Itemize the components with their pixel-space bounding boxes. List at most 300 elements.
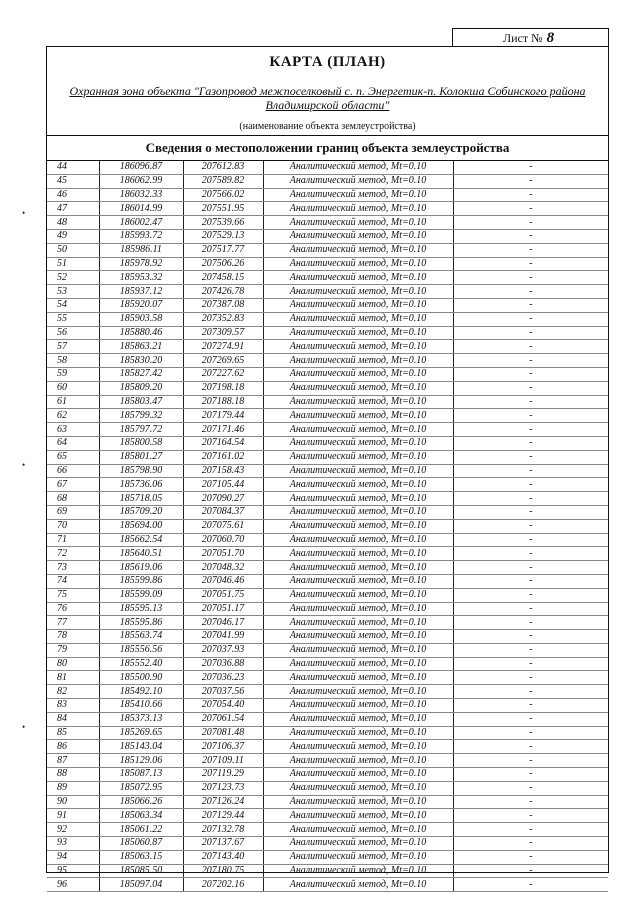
cell-point-number: 78 (47, 630, 99, 644)
cell-point-number: 95 (47, 864, 99, 878)
table-row (47, 561, 608, 575)
sheet-number: 8 (546, 30, 555, 46)
cell-point-number: 56 (47, 326, 99, 340)
cell-method: Аналитический метод, Mt=0.10 (263, 354, 453, 368)
cell-note: - (453, 809, 608, 823)
cell-method: Аналитический метод, Mt=0.10 (263, 630, 453, 644)
cell-coord-x: 185993.72 (99, 229, 183, 243)
document-header (47, 47, 608, 135)
cell-coord-y: 207426.78 (183, 285, 263, 299)
cell-point-number: 69 (47, 505, 99, 519)
cell-note: - (453, 229, 608, 243)
cell-coord-y: 207036.23 (183, 671, 263, 685)
cell-method: Аналитический метод, Mt=0.10 (263, 574, 453, 588)
cell-coord-x: 185556.56 (99, 643, 183, 657)
table-row (47, 395, 608, 409)
document-frame (46, 46, 609, 890)
cell-coord-x: 185143.04 (99, 740, 183, 754)
cell-point-number: 63 (47, 423, 99, 437)
cell-coord-y: 207539.66 (183, 216, 263, 230)
cell-coord-x: 185061.22 (99, 823, 183, 837)
table-row (47, 202, 608, 216)
cell-coord-x: 185920.07 (99, 298, 183, 312)
cell-coord-x: 185097.04 (99, 878, 183, 892)
cell-coord-y: 207269.65 (183, 354, 263, 368)
cell-note: - (453, 561, 608, 575)
cell-coord-y: 207046.46 (183, 574, 263, 588)
cell-note: - (453, 354, 608, 368)
cell-coord-y: 207551.95 (183, 202, 263, 216)
table-row (47, 216, 608, 230)
table-row (47, 450, 608, 464)
table-row (47, 643, 608, 657)
cell-point-number: 74 (47, 574, 99, 588)
cell-coord-x: 185903.58 (99, 312, 183, 326)
cell-method: Аналитический метод, Mt=0.10 (263, 643, 453, 657)
cell-coord-y: 207458.15 (183, 271, 263, 285)
cell-note: - (453, 409, 608, 423)
cell-coord-x: 185492.10 (99, 685, 183, 699)
cell-note: - (453, 161, 608, 174)
cell-note: - (453, 464, 608, 478)
cell-method: Аналитический метод, Mt=0.10 (263, 436, 453, 450)
table-row (47, 533, 608, 547)
cell-point-number: 58 (47, 354, 99, 368)
cell-method: Аналитический метод, Mt=0.10 (263, 202, 453, 216)
cell-note: - (453, 754, 608, 768)
cell-coord-x: 185797.72 (99, 423, 183, 437)
cell-point-number: 53 (47, 285, 99, 299)
table-row (47, 161, 608, 174)
cell-point-number: 54 (47, 298, 99, 312)
table-row (47, 436, 608, 450)
table-row (47, 768, 608, 782)
table-row (47, 823, 608, 837)
cell-method: Аналитический метод, Mt=0.10 (263, 312, 453, 326)
cell-coord-x: 185709.20 (99, 505, 183, 519)
cell-coord-y: 207188.18 (183, 395, 263, 409)
cell-coord-x: 185986.11 (99, 243, 183, 257)
table-row (47, 188, 608, 202)
table-row (47, 671, 608, 685)
cell-method: Аналитический метод, Mt=0.10 (263, 298, 453, 312)
cell-method: Аналитический метод, Mt=0.10 (263, 547, 453, 561)
table-row (47, 726, 608, 740)
cell-coord-x: 185937.12 (99, 285, 183, 299)
table-row (47, 547, 608, 561)
cell-coord-x: 185373.13 (99, 712, 183, 726)
cell-note: - (453, 795, 608, 809)
coordinates-table-body (47, 161, 608, 892)
cell-note: - (453, 285, 608, 299)
cell-coord-x: 185799.32 (99, 409, 183, 423)
table-row (47, 174, 608, 188)
cell-note: - (453, 726, 608, 740)
cell-method: Аналитический метод, Mt=0.10 (263, 657, 453, 671)
cell-note: - (453, 699, 608, 713)
cell-coord-x: 186032.33 (99, 188, 183, 202)
cell-coord-y: 207126.24 (183, 795, 263, 809)
object-name: Охранная зона объекта "Газопровод межпоселковый с. п. Энергетик-п. Колокша Собинского района Владимирской области" (69, 84, 586, 112)
cell-note: - (453, 188, 608, 202)
cell-note: - (453, 367, 608, 381)
cell-coord-x: 185599.86 (99, 574, 183, 588)
cell-note: - (453, 423, 608, 437)
cell-coord-y: 207037.56 (183, 685, 263, 699)
cell-method: Аналитический метод, Mt=0.10 (263, 850, 453, 864)
cell-method: Аналитический метод, Mt=0.10 (263, 519, 453, 533)
table-row (47, 312, 608, 326)
cell-coord-x: 185552.40 (99, 657, 183, 671)
cell-coord-y: 207143.40 (183, 850, 263, 864)
table-row (47, 574, 608, 588)
table-row (47, 795, 608, 809)
cell-note: - (453, 643, 608, 657)
cell-coord-x: 185798.90 (99, 464, 183, 478)
cell-coord-x: 185953.32 (99, 271, 183, 285)
cell-method: Аналитический метод, Mt=0.10 (263, 712, 453, 726)
cell-coord-y: 207274.91 (183, 340, 263, 354)
cell-coord-y: 207037.93 (183, 643, 263, 657)
cell-note: - (453, 823, 608, 837)
cell-note: - (453, 492, 608, 506)
cell-point-number: 62 (47, 409, 99, 423)
cell-note: - (453, 616, 608, 630)
table-row (47, 381, 608, 395)
cell-coord-x: 185830.20 (99, 354, 183, 368)
cell-method: Аналитический метод, Mt=0.10 (263, 174, 453, 188)
cell-method: Аналитический метод, Mt=0.10 (263, 754, 453, 768)
cell-point-number: 65 (47, 450, 99, 464)
cell-point-number: 64 (47, 436, 99, 450)
cell-note: - (453, 298, 608, 312)
table-row (47, 326, 608, 340)
table-row (47, 257, 608, 271)
cell-method: Аналитический метод, Mt=0.10 (263, 381, 453, 395)
cell-coord-y: 207132.78 (183, 823, 263, 837)
cell-coord-x: 185800.58 (99, 436, 183, 450)
cell-note: - (453, 340, 608, 354)
cell-point-number: 77 (47, 616, 99, 630)
cell-method: Аналитический метод, Mt=0.10 (263, 395, 453, 409)
cell-point-number: 50 (47, 243, 99, 257)
cell-coord-x: 185863.21 (99, 340, 183, 354)
cell-method: Аналитический метод, Mt=0.10 (263, 602, 453, 616)
cell-coord-y: 207129.44 (183, 809, 263, 823)
table-row (47, 464, 608, 478)
cell-coord-x: 186014.99 (99, 202, 183, 216)
cell-method: Аналитический метод, Mt=0.10 (263, 423, 453, 437)
table-row (47, 285, 608, 299)
cell-method: Аналитический метод, Mt=0.10 (263, 409, 453, 423)
cell-point-number: 91 (47, 809, 99, 823)
cell-method: Аналитический метод, Mt=0.10 (263, 616, 453, 630)
cell-coord-y: 207198.18 (183, 381, 263, 395)
table-row (47, 492, 608, 506)
cell-note: - (453, 202, 608, 216)
cell-method: Аналитический метод, Mt=0.10 (263, 243, 453, 257)
cell-coord-y: 207352.83 (183, 312, 263, 326)
cell-coord-y: 207090.27 (183, 492, 263, 506)
margin-mark: • (22, 722, 26, 732)
cell-note: - (453, 312, 608, 326)
cell-note: - (453, 740, 608, 754)
cell-note: - (453, 588, 608, 602)
cell-coord-y: 207158.43 (183, 464, 263, 478)
cell-coord-x: 185563.74 (99, 630, 183, 644)
sheet-label: Лист № (503, 31, 543, 45)
cell-note: - (453, 395, 608, 409)
cell-coord-y: 207179.44 (183, 409, 263, 423)
margin-mark: • (22, 208, 26, 218)
cell-note: - (453, 519, 608, 533)
cell-method: Аналитический метод, Mt=0.10 (263, 837, 453, 851)
cell-point-number: 67 (47, 478, 99, 492)
cell-point-number: 89 (47, 781, 99, 795)
table-row (47, 781, 608, 795)
cell-coord-x: 186062.99 (99, 174, 183, 188)
cell-method: Аналитический метод, Mt=0.10 (263, 271, 453, 285)
cell-method: Аналитический метод, Mt=0.10 (263, 216, 453, 230)
cell-method: Аналитический метод, Mt=0.10 (263, 229, 453, 243)
cell-method: Аналитический метод, Mt=0.10 (263, 671, 453, 685)
cell-point-number: 93 (47, 837, 99, 851)
cell-coord-y: 207589.82 (183, 174, 263, 188)
cell-coord-x: 185269.65 (99, 726, 183, 740)
cell-point-number: 49 (47, 229, 99, 243)
cell-note: - (453, 381, 608, 395)
cell-method: Аналитический метод, Mt=0.10 (263, 781, 453, 795)
cell-coord-y: 207161.02 (183, 450, 263, 464)
table-row (47, 850, 608, 864)
cell-point-number: 57 (47, 340, 99, 354)
section-title: Сведения о местоположении границ объекта землеустройства (47, 135, 608, 161)
cell-coord-x: 185060.87 (99, 837, 183, 851)
cell-coord-x: 185803.47 (99, 395, 183, 409)
cell-coord-y: 207075.61 (183, 519, 263, 533)
cell-note: - (453, 768, 608, 782)
cell-coord-y: 207105.44 (183, 478, 263, 492)
cell-point-number: 71 (47, 533, 99, 547)
cell-coord-y: 207566.02 (183, 188, 263, 202)
object-caption: (наименование объекта землеустройства) (239, 121, 416, 132)
cell-coord-y: 207041.99 (183, 630, 263, 644)
cell-method: Аналитический метод, Mt=0.10 (263, 809, 453, 823)
margin-mark: • (22, 460, 26, 470)
cell-coord-x: 185129.06 (99, 754, 183, 768)
cell-coord-y: 207164.54 (183, 436, 263, 450)
cell-note: - (453, 630, 608, 644)
cell-note: - (453, 243, 608, 257)
cell-coord-x: 185880.46 (99, 326, 183, 340)
table-row (47, 505, 608, 519)
cell-method: Аналитический метод, Mt=0.10 (263, 588, 453, 602)
cell-coord-x: 186002.47 (99, 216, 183, 230)
table-row (47, 340, 608, 354)
cell-note: - (453, 505, 608, 519)
table-row (47, 754, 608, 768)
cell-point-number: 81 (47, 671, 99, 685)
cell-note: - (453, 436, 608, 450)
cell-coord-x: 185595.86 (99, 616, 183, 630)
cell-method: Аналитический метод, Mt=0.10 (263, 685, 453, 699)
cell-coord-y: 207387.08 (183, 298, 263, 312)
cell-coord-x: 185801.27 (99, 450, 183, 464)
cell-method: Аналитический метод, Mt=0.10 (263, 326, 453, 340)
cell-coord-x: 185087.13 (99, 768, 183, 782)
sheet-number-box (452, 28, 609, 46)
cell-note: - (453, 533, 608, 547)
table-row (47, 409, 608, 423)
cell-note: - (453, 574, 608, 588)
cell-point-number: 87 (47, 754, 99, 768)
cell-coord-x: 185500.90 (99, 671, 183, 685)
cell-point-number: 52 (47, 271, 99, 285)
cell-coord-y: 207119.29 (183, 768, 263, 782)
cell-coord-y: 207051.70 (183, 547, 263, 561)
cell-coord-x: 185085.50 (99, 864, 183, 878)
cell-method: Аналитический метод, Mt=0.10 (263, 478, 453, 492)
table-row (47, 740, 608, 754)
cell-coord-x: 185599.09 (99, 588, 183, 602)
coordinates-table (47, 161, 608, 892)
cell-point-number: 76 (47, 602, 99, 616)
cell-point-number: 44 (47, 161, 99, 174)
cell-note: - (453, 837, 608, 851)
table-row (47, 630, 608, 644)
cell-coord-x: 186096.87 (99, 161, 183, 174)
cell-note: - (453, 271, 608, 285)
table-row (47, 616, 608, 630)
table-row (47, 423, 608, 437)
cell-method: Аналитический метод, Mt=0.10 (263, 285, 453, 299)
cell-point-number: 75 (47, 588, 99, 602)
cell-coord-y: 207171.46 (183, 423, 263, 437)
cell-method: Аналитический метод, Mt=0.10 (263, 464, 453, 478)
cell-point-number: 72 (47, 547, 99, 561)
cell-point-number: 80 (47, 657, 99, 671)
table-row (47, 243, 608, 257)
cell-coord-y: 207054.40 (183, 699, 263, 713)
table-row (47, 588, 608, 602)
cell-coord-y: 207612.83 (183, 161, 263, 174)
cell-point-number: 55 (47, 312, 99, 326)
cell-point-number: 73 (47, 561, 99, 575)
cell-note: - (453, 257, 608, 271)
cell-note: - (453, 712, 608, 726)
cell-coord-x: 185662.54 (99, 533, 183, 547)
cell-method: Аналитический метод, Mt=0.10 (263, 340, 453, 354)
cell-coord-y: 207137.67 (183, 837, 263, 851)
cell-coord-y: 207048.32 (183, 561, 263, 575)
cell-note: - (453, 671, 608, 685)
cell-coord-y: 207084.37 (183, 505, 263, 519)
cell-note: - (453, 864, 608, 878)
cell-point-number: 79 (47, 643, 99, 657)
cell-point-number: 86 (47, 740, 99, 754)
cell-note: - (453, 685, 608, 699)
cell-note: - (453, 216, 608, 230)
cell-coord-y: 207106.37 (183, 740, 263, 754)
table-row (47, 354, 608, 368)
cell-note: - (453, 602, 608, 616)
cell-method: Аналитический метод, Mt=0.10 (263, 561, 453, 575)
cell-point-number: 83 (47, 699, 99, 713)
cell-coord-y: 207046.17 (183, 616, 263, 630)
cell-point-number: 92 (47, 823, 99, 837)
cell-point-number: 94 (47, 850, 99, 864)
cell-method: Аналитический метод, Mt=0.10 (263, 450, 453, 464)
cell-coord-y: 207060.70 (183, 533, 263, 547)
table-row (47, 519, 608, 533)
cell-point-number: 59 (47, 367, 99, 381)
cell-method: Аналитический метод, Mt=0.10 (263, 505, 453, 519)
cell-coord-y: 207202.16 (183, 878, 263, 892)
cell-point-number: 60 (47, 381, 99, 395)
cell-coord-y: 207309.57 (183, 326, 263, 340)
table-row (47, 229, 608, 243)
cell-coord-x: 185063.34 (99, 809, 183, 823)
cell-coord-x: 185640.51 (99, 547, 183, 561)
cell-method: Аналитический метод, Mt=0.10 (263, 726, 453, 740)
table-row (47, 864, 608, 878)
table-row (47, 837, 608, 851)
table-row (47, 685, 608, 699)
cell-coord-y: 207517.77 (183, 243, 263, 257)
cell-method: Аналитический метод, Mt=0.10 (263, 864, 453, 878)
cell-coord-x: 185736.06 (99, 478, 183, 492)
cell-method: Аналитический метод, Mt=0.10 (263, 161, 453, 174)
cell-method: Аналитический метод, Mt=0.10 (263, 740, 453, 754)
table-row (47, 367, 608, 381)
table-row (47, 712, 608, 726)
cell-method: Аналитический метод, Mt=0.10 (263, 768, 453, 782)
page-title: КАРТА (ПЛАН) (269, 54, 386, 70)
table-row (47, 699, 608, 713)
cell-coord-x: 185827.42 (99, 367, 183, 381)
cell-method: Аналитический метод, Mt=0.10 (263, 795, 453, 809)
cell-coord-y: 207081.48 (183, 726, 263, 740)
cell-point-number: 61 (47, 395, 99, 409)
cell-note: - (453, 878, 608, 892)
cell-method: Аналитический метод, Mt=0.10 (263, 492, 453, 506)
cell-point-number: 66 (47, 464, 99, 478)
cell-coord-x: 185410.66 (99, 699, 183, 713)
cell-coord-y: 207529.13 (183, 229, 263, 243)
table-row (47, 602, 608, 616)
cell-method: Аналитический метод, Mt=0.10 (263, 533, 453, 547)
cell-method: Аналитический метод, Mt=0.10 (263, 188, 453, 202)
cell-coord-x: 185619.06 (99, 561, 183, 575)
cell-coord-x: 185694.00 (99, 519, 183, 533)
cell-coord-y: 207109.11 (183, 754, 263, 768)
table-row (47, 809, 608, 823)
cell-note: - (453, 450, 608, 464)
cell-point-number: 48 (47, 216, 99, 230)
table-row (47, 298, 608, 312)
table-row (47, 478, 608, 492)
cell-point-number: 84 (47, 712, 99, 726)
cell-method: Аналитический метод, Mt=0.10 (263, 257, 453, 271)
cell-coord-y: 207506.26 (183, 257, 263, 271)
cell-note: - (453, 326, 608, 340)
table-row (47, 657, 608, 671)
cell-point-number: 45 (47, 174, 99, 188)
cell-point-number: 70 (47, 519, 99, 533)
table-row (47, 878, 608, 892)
cell-coord-x: 185718.05 (99, 492, 183, 506)
cell-coord-y: 207180.75 (183, 864, 263, 878)
